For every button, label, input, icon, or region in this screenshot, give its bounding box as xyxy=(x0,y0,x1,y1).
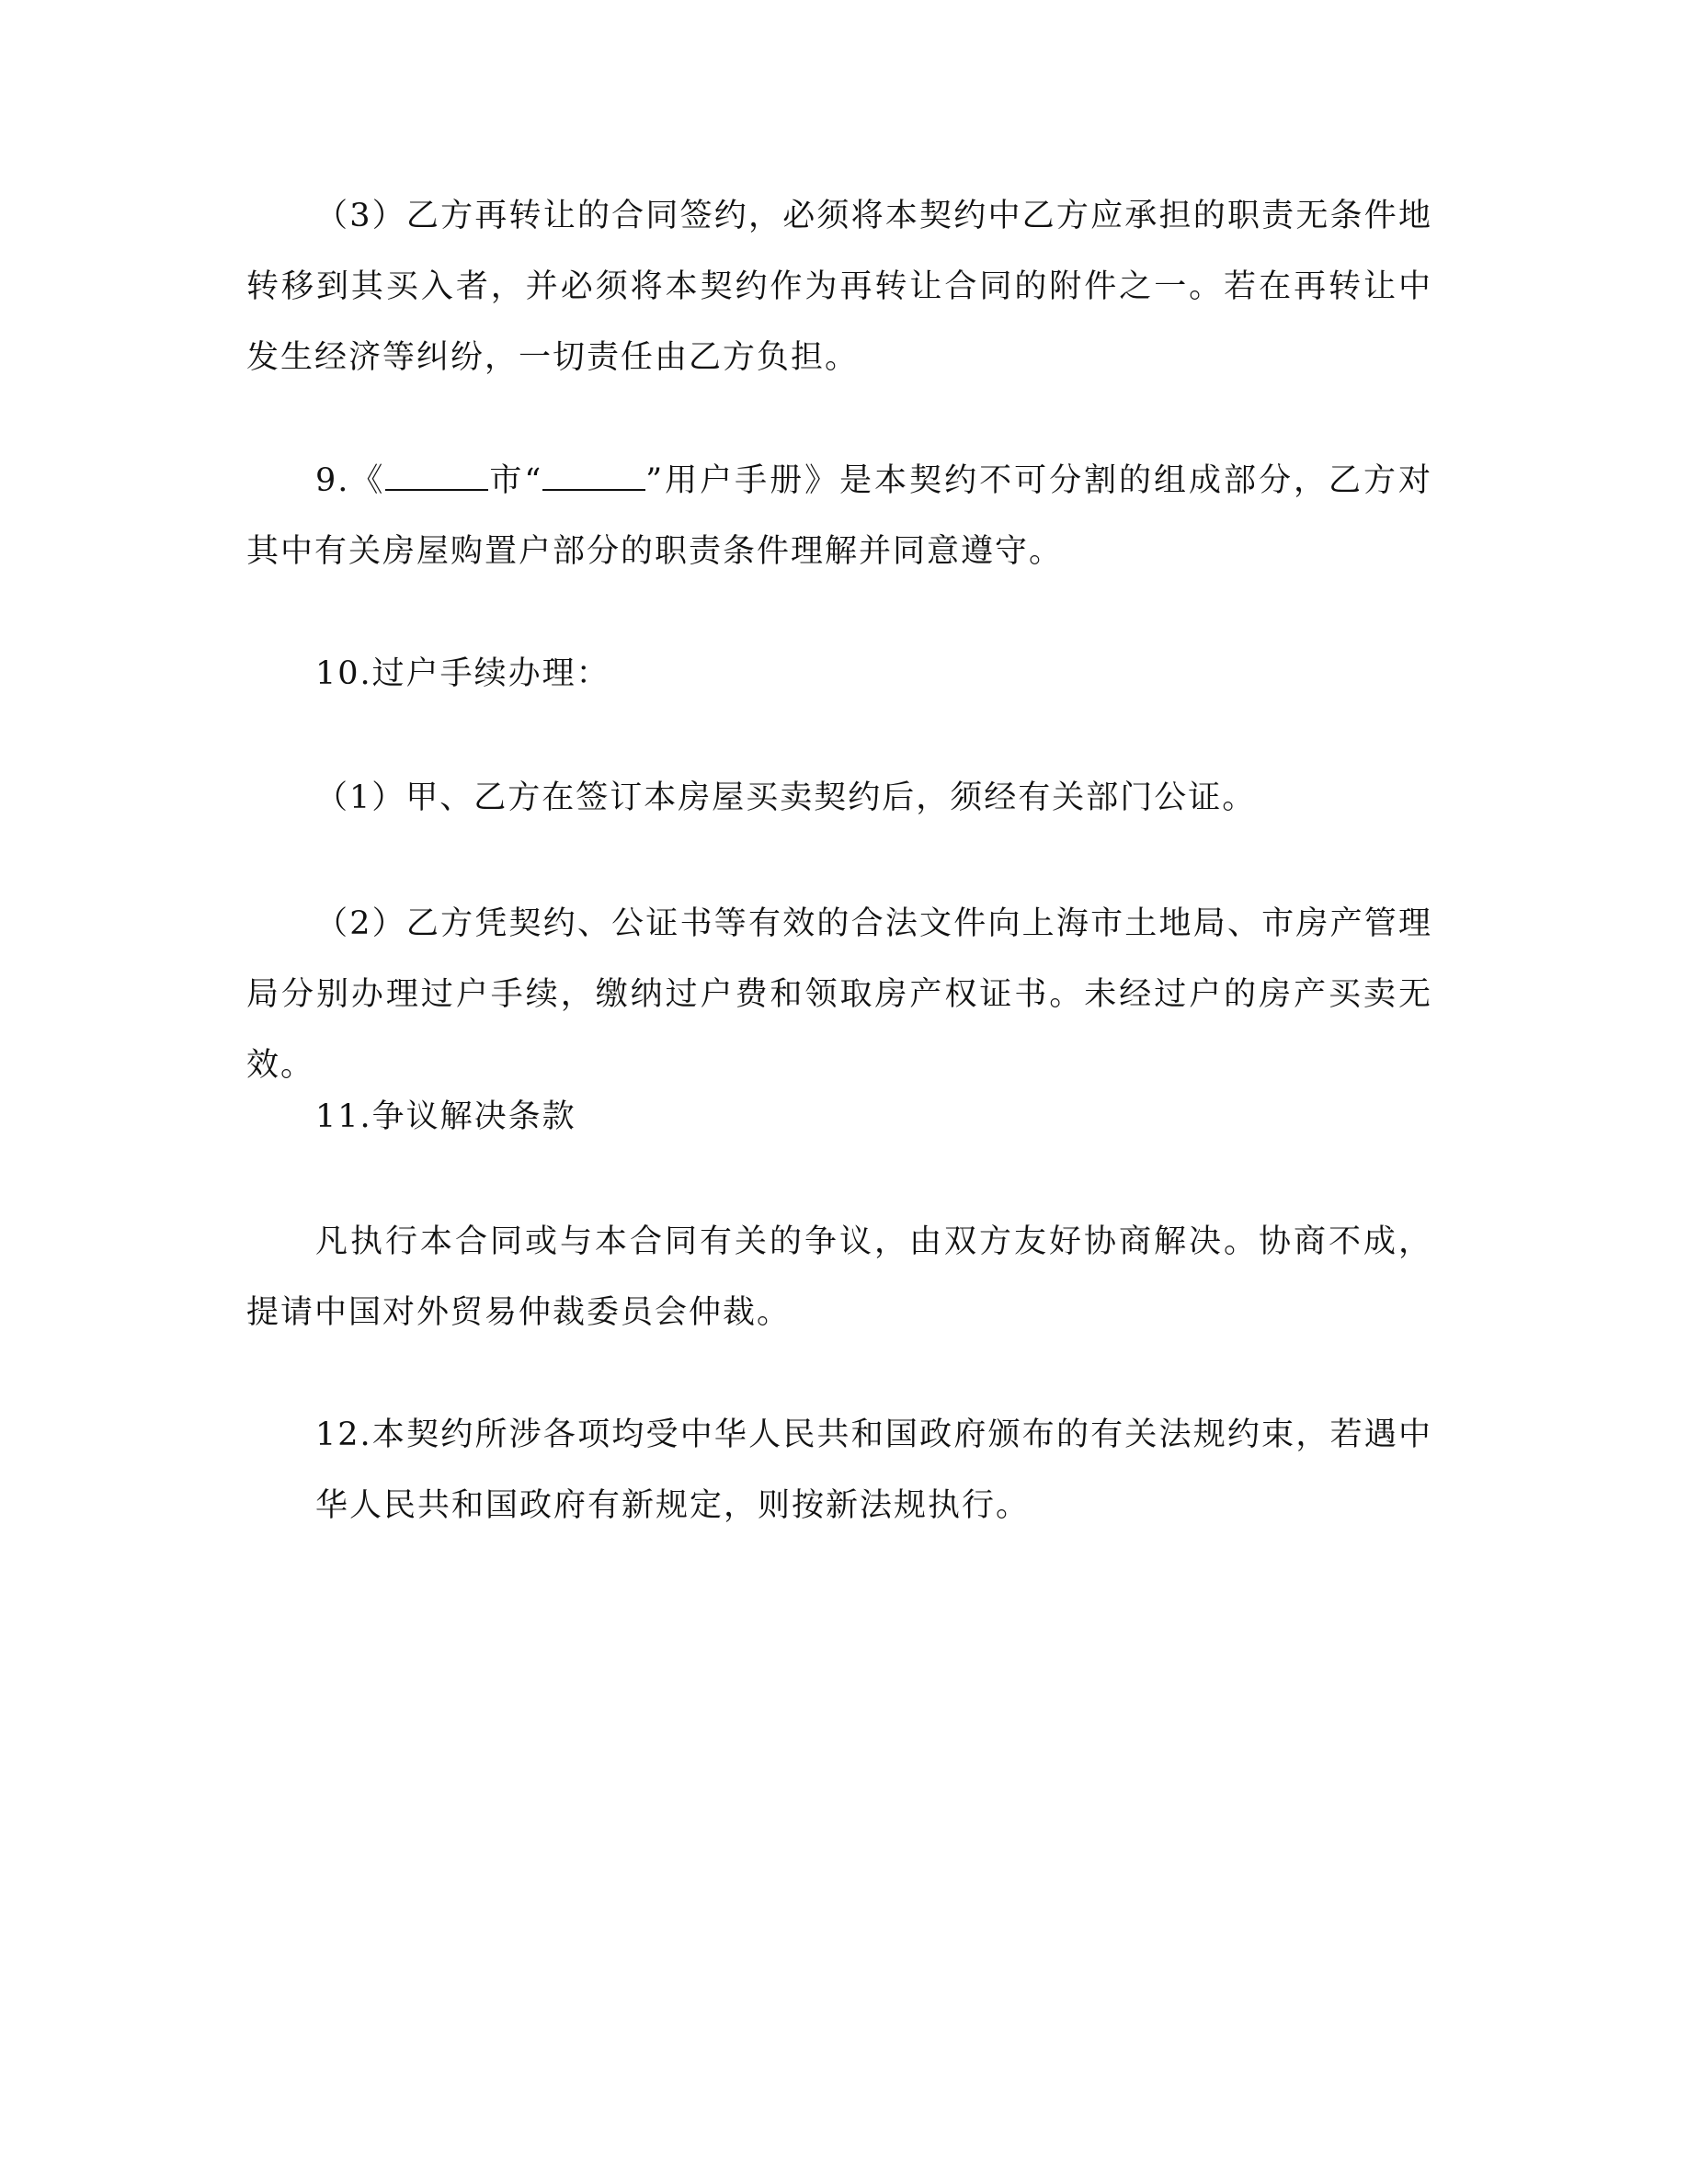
manual-name-blank xyxy=(542,463,645,491)
city-blank xyxy=(385,463,488,491)
clause-11-title: 11.争议解决条款 xyxy=(315,1098,576,1135)
clause-8-3-paragraph: （3）乙方再转让的合同签约，必须将本契约中乙方应承担的职责无条件地转移到其买入者，并必须将本契约作为再转让合同的附件之一。若在再转让中发生经济等纠纷，一切责任由乙方负担。 xyxy=(246,198,1432,376)
clause-9-middle: 市“ xyxy=(488,462,543,499)
clause-10-1-paragraph: （1）甲、乙方在签订本房屋买卖契约后，须经有关部门公证。 xyxy=(315,779,1257,816)
clause-9-rest: ”用户手册》是本契约不可分割的组成部分，乙方对其中有关房屋购置户部分的职责条件理解并同意遵守。 xyxy=(246,462,1432,570)
clause-11-body: 凡执行本合同或与本合同有关的争议，由双方友好协商解决。协商不成，提请中国对外贸易仲裁委员会仲裁。 xyxy=(246,1223,1432,1331)
clause-9-prefix: 9.《 xyxy=(315,462,386,499)
clause-10-title: 10.过户手续办理： xyxy=(315,655,610,692)
clause-12-paragraph: 12.本契约所涉各项均受中华人民共和国政府颁布的有关法规约束，若遇中华人民共和国政府有新规定，则按新法规执行。 xyxy=(315,1416,1432,1524)
clause-10-2-paragraph: （2）乙方凭契约、公证书等有效的合法文件向上海市土地局、市房产管理局分别办理过户手续，缴纳过户费和领取房产权证书。未经过户的房产买卖无效。 xyxy=(246,905,1432,1084)
clause-9-paragraph xyxy=(246,446,1432,587)
